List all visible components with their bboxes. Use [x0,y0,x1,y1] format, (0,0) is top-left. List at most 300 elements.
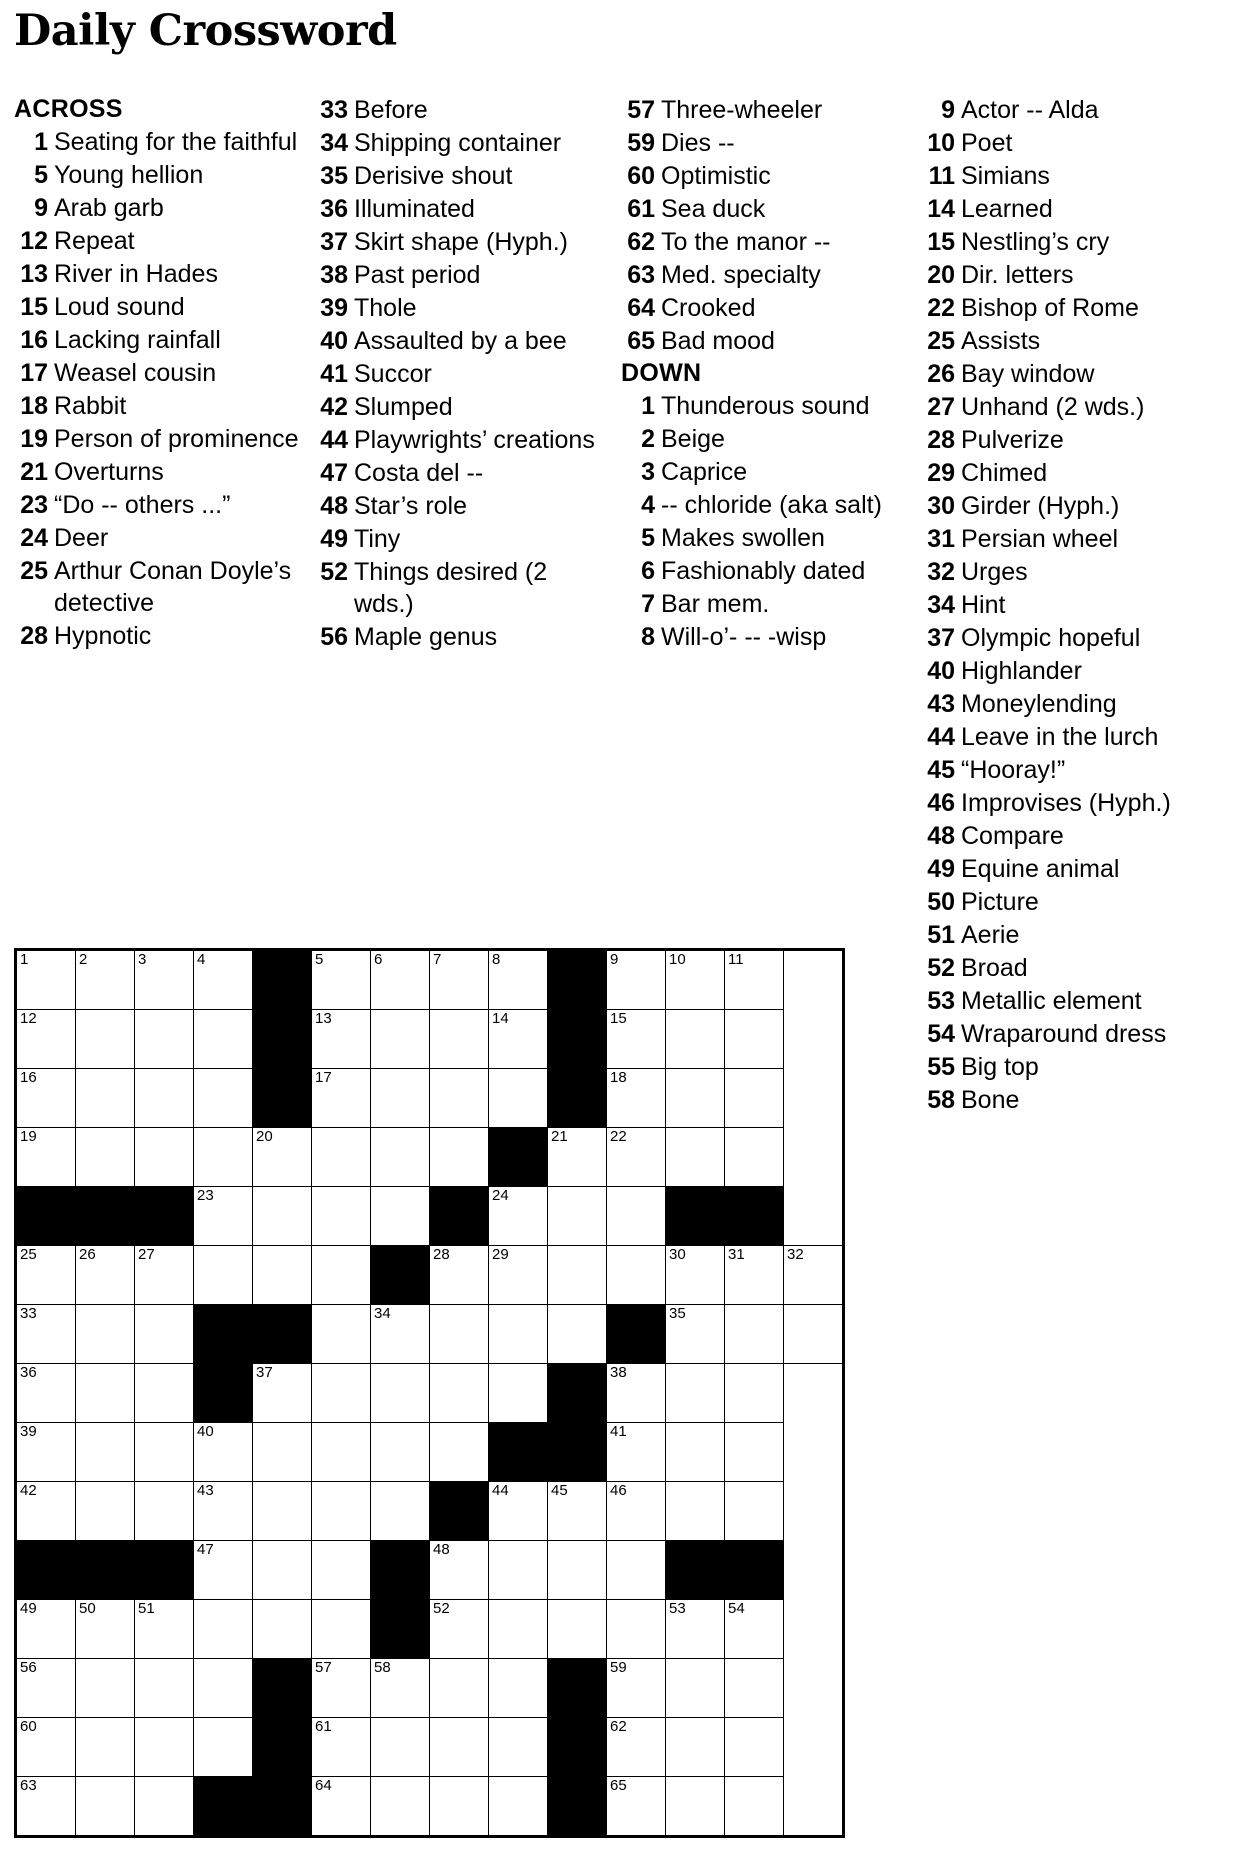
grid-cell[interactable] [135,1600,194,1659]
grid-cell[interactable] [312,1305,371,1364]
grid-cell[interactable] [76,1659,135,1718]
clue-across-17[interactable] [14,357,304,389]
clue-down-4[interactable] [621,489,911,521]
grid-cell[interactable] [312,1600,371,1659]
grid-cell[interactable] [16,1010,76,1069]
grid-cell[interactable] [135,1482,194,1541]
grid-cell[interactable] [253,1128,312,1187]
grid-cell[interactable] [371,1777,430,1837]
clue-across-59[interactable] [621,127,911,159]
grid-cell[interactable] [135,1659,194,1718]
clue-down-51[interactable] [921,919,1221,951]
grid-cell[interactable] [489,1541,548,1600]
grid-cell-number: 61 [315,1718,332,1735]
grid-cell[interactable] [76,1364,135,1423]
grid-cell[interactable] [666,1305,725,1364]
clue-down-46[interactable] [921,787,1221,819]
clue-down-43[interactable] [921,688,1221,720]
clue-across-5[interactable] [14,159,304,191]
grid-cell[interactable] [725,1305,784,1364]
clue-down-1[interactable] [621,390,911,422]
clue-text: Deer [54,524,109,552]
grid-cell[interactable] [194,1718,253,1777]
clue-number: 46 [927,789,955,817]
grid-cell[interactable] [312,1010,371,1069]
grid-cell[interactable] [76,1600,135,1659]
clue-number: 60 [627,162,655,190]
grid-cell[interactable] [76,1069,135,1128]
clue-down-48[interactable] [921,820,1221,852]
clue-down-58[interactable] [921,1084,1221,1116]
clue-across-12[interactable] [14,225,304,257]
clue-number: 5 [34,161,48,189]
clue-number: 27 [927,393,955,421]
clue-across-18[interactable] [14,390,304,422]
clue-down-31[interactable] [921,523,1221,555]
clue-across-60[interactable] [621,160,911,192]
clue-down-8[interactable] [621,621,911,653]
clue-text: Slumped [354,393,453,421]
grid-cell[interactable] [430,1659,489,1718]
clue-down-2[interactable] [621,423,911,455]
clue-across-44[interactable] [314,424,611,456]
clue-down-5[interactable] [621,522,911,554]
grid-cell-number: 28 [433,1246,450,1263]
clue-text: Bishop of Rome [961,294,1139,322]
grid-cell[interactable] [666,1777,725,1837]
grid-cell[interactable] [430,1069,489,1128]
grid-cell[interactable] [371,1069,430,1128]
grid-cell[interactable] [16,1718,76,1777]
clue-across-37[interactable] [314,226,611,258]
grid-cell[interactable] [135,950,194,1010]
grid-cell[interactable] [548,1187,607,1246]
crossword-grid[interactable] [14,948,845,1838]
clue-down-29[interactable] [921,457,1221,489]
grid-cell[interactable] [194,1128,253,1187]
clue-down-6[interactable] [621,555,911,587]
clue-across-21[interactable] [14,456,304,488]
clue-text: Costa del -- [354,459,484,487]
grid-cell[interactable] [430,1718,489,1777]
grid-cell[interactable] [16,1600,76,1659]
grid-cell[interactable] [16,1423,76,1482]
grid-cell[interactable] [725,1718,784,1777]
grid-cell[interactable] [312,1128,371,1187]
clue-down-27[interactable] [921,391,1221,423]
grid-cell[interactable] [76,1010,135,1069]
grid-cell[interactable] [725,1777,784,1837]
clue-down-14[interactable] [921,193,1221,225]
clue-down-53[interactable] [921,985,1221,1017]
grid-cell[interactable] [666,950,725,1010]
clue-down-30[interactable] [921,490,1221,522]
clue-number: 63 [627,261,655,289]
grid-cell[interactable] [312,1541,371,1600]
grid-cell[interactable] [784,1246,844,1305]
grid-cell[interactable] [194,1659,253,1718]
grid-cell[interactable] [489,1246,548,1305]
clue-number: 44 [320,426,348,454]
grid-cell[interactable] [430,1010,489,1069]
grid-cell[interactable] [607,1718,666,1777]
clue-down-11[interactable] [921,160,1221,192]
clue-down-49[interactable] [921,853,1221,885]
clue-down-52[interactable] [921,952,1221,984]
grid-cell[interactable] [194,1541,253,1600]
clue-across-49[interactable] [314,523,611,555]
clue-across-65[interactable] [621,325,911,357]
grid-cell[interactable] [312,1482,371,1541]
clue-down-15[interactable] [921,226,1221,258]
grid-cell-number: 33 [20,1305,37,1322]
grid-cell[interactable] [16,1777,76,1837]
clue-across-64[interactable] [621,292,911,324]
grid-cell[interactable] [607,1482,666,1541]
grid-cell[interactable] [725,950,784,1010]
grid-cell[interactable] [371,1187,430,1246]
grid-cell[interactable] [312,1069,371,1128]
grid-cell[interactable] [312,1364,371,1423]
grid-cell[interactable] [607,1423,666,1482]
grid-cell[interactable] [16,1364,76,1423]
grid-cell[interactable] [312,1718,371,1777]
grid-cell[interactable] [430,1128,489,1187]
clue-number: 14 [927,195,955,223]
grid-cell[interactable] [430,1364,489,1423]
clue-text: Bad mood [661,327,775,355]
clue-number: 50 [927,888,955,916]
clue-across-15[interactable] [14,291,304,323]
grid-cell[interactable] [76,1305,135,1364]
grid-cell[interactable] [253,1541,312,1600]
grid-cell-number: 64 [315,1777,332,1794]
grid-cell[interactable] [489,1659,548,1718]
clue-across-42[interactable] [314,391,611,423]
grid-cell[interactable] [371,1718,430,1777]
grid-cell[interactable] [76,1482,135,1541]
clue-across-62[interactable] [621,226,911,258]
grid-cell[interactable] [666,1010,725,1069]
clue-number: 19 [20,425,48,453]
grid-cell-number: 37 [256,1364,273,1381]
grid-row [16,1718,844,1777]
grid-cell-number: 53 [669,1600,686,1617]
grid-cell[interactable] [135,1305,194,1364]
clue-number: 43 [927,690,955,718]
grid-cell[interactable] [135,1128,194,1187]
grid-cell[interactable] [135,1777,194,1837]
clue-down-54[interactable] [921,1018,1221,1050]
grid-cell-number: 6 [374,951,383,968]
clue-number: 8 [641,623,655,651]
grid-cell[interactable] [607,950,666,1010]
clue-down-26[interactable] [921,358,1221,390]
grid-cell[interactable] [666,1600,725,1659]
grid-cell[interactable] [430,1423,489,1482]
grid-cell[interactable] [725,1423,784,1482]
grid-cell-number: 54 [728,1600,745,1617]
clue-down-28[interactable] [921,424,1221,456]
grid-row [16,1128,844,1187]
clue-down-32[interactable] [921,556,1221,588]
grid-cell-number: 23 [197,1187,214,1204]
grid-cell[interactable] [548,1305,607,1364]
grid-cell[interactable] [194,1069,253,1128]
grid-cell[interactable] [253,1187,312,1246]
grid-cell[interactable] [76,1128,135,1187]
grid-cell[interactable] [666,1718,725,1777]
clue-text: Metallic element [961,987,1142,1015]
grid-cell[interactable] [489,950,548,1010]
clue-text: Three-wheeler [661,96,823,124]
grid-cell[interactable] [725,1600,784,1659]
grid-cell[interactable] [371,950,430,1010]
grid-cell[interactable] [135,1718,194,1777]
crossword-grid-wrapper [14,948,845,1838]
clue-down-44[interactable] [921,721,1221,753]
grid-cell[interactable] [430,1600,489,1659]
grid-cell-number: 30 [669,1246,686,1263]
clue-number: 37 [927,624,955,652]
clue-across-48[interactable] [314,490,611,522]
grid-cell[interactable] [430,950,489,1010]
grid-cell[interactable] [607,1777,666,1837]
grid-cell-number: 7 [433,951,442,968]
grid-cell[interactable] [253,1600,312,1659]
grid-cell[interactable] [194,950,253,1010]
grid-cell-number: 31 [728,1246,745,1263]
grid-cell[interactable] [16,1482,76,1541]
grid-cell[interactable] [371,1423,430,1482]
grid-cell[interactable] [253,1482,312,1541]
grid-cell-number: 52 [433,1600,450,1617]
grid-cell[interactable] [725,1128,784,1187]
grid-cell[interactable] [666,1364,725,1423]
grid-cell[interactable] [16,1305,76,1364]
grid-cell-block [253,1777,312,1837]
clue-across-19[interactable] [14,423,304,455]
clue-number: 55 [927,1053,955,1081]
grid-cell[interactable] [607,1128,666,1187]
grid-cell[interactable] [489,1777,548,1837]
grid-cell[interactable] [666,1069,725,1128]
grid-cell[interactable] [135,1246,194,1305]
grid-cell[interactable] [312,1423,371,1482]
clue-across-52[interactable] [314,556,611,620]
grid-cell[interactable] [312,1777,371,1837]
clue-across-23[interactable] [14,489,304,521]
clue-down-9[interactable] [921,94,1221,126]
grid-cell[interactable] [312,950,371,1010]
grid-cell[interactable] [371,1364,430,1423]
clue-number: 23 [20,491,48,519]
grid-cell[interactable] [607,1069,666,1128]
grid-cell[interactable] [76,1718,135,1777]
clue-across-1[interactable] [14,126,304,158]
grid-cell[interactable] [430,1777,489,1837]
clue-down-10[interactable] [921,127,1221,159]
clue-across-40[interactable] [314,325,611,357]
clue-down-55[interactable] [921,1051,1221,1083]
grid-cell[interactable] [725,1010,784,1069]
clue-number: 2 [641,425,655,453]
grid-cell[interactable] [607,1364,666,1423]
grid-cell[interactable] [666,1482,725,1541]
grid-cell[interactable] [194,1246,253,1305]
grid-cell[interactable] [312,1659,371,1718]
clue-down-7[interactable] [621,588,911,620]
grid-cell[interactable] [16,1659,76,1718]
grid-cell[interactable] [489,1718,548,1777]
clue-across-39[interactable] [314,292,611,324]
clue-number: 40 [927,657,955,685]
grid-cell[interactable] [135,1010,194,1069]
clue-down-34[interactable] [921,589,1221,621]
grid-cell[interactable] [430,1541,489,1600]
clue-across-24[interactable] [14,522,304,554]
grid-cell-number: 2 [79,951,88,968]
clue-down-37[interactable] [921,622,1221,654]
grid-cell-number: 17 [315,1069,332,1086]
grid-cell[interactable] [607,1187,666,1246]
grid-cell[interactable] [16,1069,76,1128]
grid-cell[interactable] [607,1659,666,1718]
grid-cell[interactable] [548,1246,607,1305]
clue-number: 28 [20,622,48,650]
grid-cell-block [253,1069,312,1128]
grid-cell[interactable] [607,1246,666,1305]
clue-down-3[interactable] [621,456,911,488]
clue-across-56[interactable] [314,621,611,653]
clue-across-41[interactable] [314,358,611,390]
grid-cell[interactable] [725,1246,784,1305]
clue-text: Rabbit [54,392,127,420]
grid-cell-number: 9 [610,951,619,968]
grid-cell[interactable] [194,1187,253,1246]
grid-cell[interactable] [135,1364,194,1423]
grid-cell[interactable] [666,1423,725,1482]
grid-cell[interactable] [666,1128,725,1187]
grid-cell[interactable] [16,1128,76,1187]
grid-cell[interactable] [725,1364,784,1423]
grid-cell[interactable] [489,1010,548,1069]
grid-cell[interactable] [489,1305,548,1364]
grid-cell[interactable] [548,1600,607,1659]
grid-cell[interactable] [430,1246,489,1305]
grid-cell[interactable] [430,1305,489,1364]
clue-across-13[interactable] [14,258,304,290]
clue-number: 61 [627,195,655,223]
grid-cell[interactable] [607,1010,666,1069]
clue-text: Arthur Conan Doyle’s detective [54,557,292,617]
clue-across-36[interactable] [314,193,611,225]
clue-across-63[interactable] [621,259,911,291]
grid-cell[interactable] [16,950,76,1010]
grid-cell[interactable] [725,1069,784,1128]
clue-across-61[interactable] [621,193,911,225]
grid-cell[interactable] [666,1246,725,1305]
clue-text: Things desired (2 wds.) [354,558,548,618]
grid-cell[interactable] [16,1246,76,1305]
grid-cell[interactable] [253,1423,312,1482]
grid-cell[interactable] [194,1010,253,1069]
clue-down-22[interactable] [921,292,1221,324]
grid-cell[interactable] [76,1423,135,1482]
clue-down-45[interactable] [921,754,1221,786]
grid-cell[interactable] [312,1246,371,1305]
grid-cell[interactable] [489,1187,548,1246]
clue-across-9[interactable] [14,192,304,224]
grid-cell[interactable] [548,1128,607,1187]
clue-across-33[interactable] [314,94,611,126]
clue-text: Dir. letters [961,261,1074,289]
clue-across-28[interactable] [14,620,304,652]
grid-cell[interactable] [76,1777,135,1837]
grid-cell[interactable] [489,1364,548,1423]
clue-text: Actor -- Alda [961,96,1099,124]
grid-cell[interactable] [607,1541,666,1600]
grid-cell[interactable] [371,1659,430,1718]
grid-cell[interactable] [253,1246,312,1305]
grid-cell[interactable] [194,1423,253,1482]
grid-cell[interactable] [135,1069,194,1128]
grid-cell[interactable] [548,1482,607,1541]
grid-cell[interactable] [371,1010,430,1069]
clue-number: 45 [927,756,955,784]
grid-cell[interactable] [607,1600,666,1659]
grid-cell[interactable] [725,1482,784,1541]
grid-cell[interactable] [312,1187,371,1246]
clue-across-47[interactable] [314,457,611,489]
clue-number: 59 [627,129,655,157]
grid-cell[interactable] [548,1541,607,1600]
clue-across-57[interactable] [621,94,911,126]
clue-down-25[interactable] [921,325,1221,357]
grid-cell[interactable] [76,1246,135,1305]
clue-across-16[interactable] [14,324,304,356]
grid-cell[interactable] [666,1659,725,1718]
grid-cell[interactable] [76,950,135,1010]
clue-across-34[interactable] [314,127,611,159]
grid-cell[interactable] [489,1069,548,1128]
clue-text: Compare [961,822,1064,850]
grid-cell[interactable] [194,1482,253,1541]
grid-cell[interactable] [489,1600,548,1659]
clue-across-25[interactable] [14,555,304,619]
grid-cell[interactable] [784,1305,844,1364]
grid-cell[interactable] [489,1482,548,1541]
grid-cell[interactable] [725,1659,784,1718]
clue-text: Young hellion [54,161,204,189]
grid-cell-block [371,1246,430,1305]
grid-cell[interactable] [135,1423,194,1482]
clue-down-20[interactable] [921,259,1221,291]
clue-down-40[interactable] [921,655,1221,687]
grid-cell[interactable] [371,1305,430,1364]
grid-cell[interactable] [253,1364,312,1423]
grid-cell[interactable] [371,1482,430,1541]
grid-cell-number: 29 [492,1246,509,1263]
clue-across-38[interactable] [314,259,611,291]
clue-across-35[interactable] [314,160,611,192]
clue-text: Improvises (Hyph.) [961,789,1171,817]
clue-text: Tiny [354,525,401,553]
grid-cell-number: 42 [20,1482,37,1499]
grid-cell[interactable] [371,1128,430,1187]
grid-cell[interactable] [194,1600,253,1659]
clue-down-50[interactable] [921,886,1221,918]
